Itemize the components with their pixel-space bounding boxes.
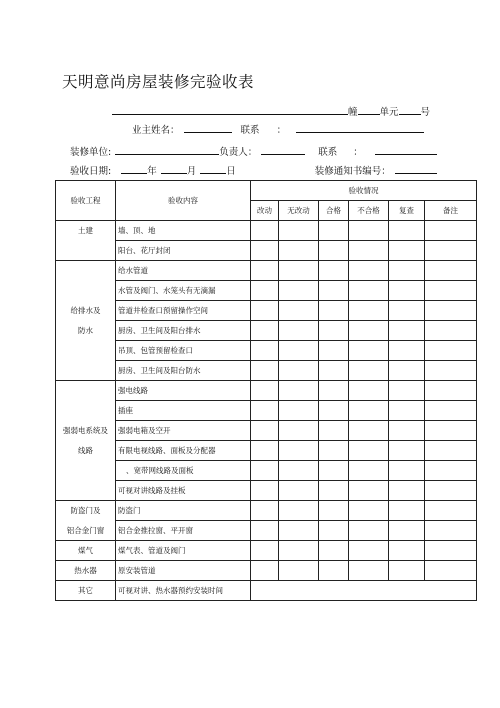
status-col-changed: 改动 [251,201,279,221]
address-line [112,104,430,118]
col-status-header: 验收情况 [251,181,477,201]
item-label: 厨房、卫生间及阳台排水 [116,321,251,341]
table-row [56,561,477,581]
item-label: 吊顶、包管预留检查口 [116,341,251,361]
table-row [56,301,477,321]
year-label: 年 [147,166,157,177]
building-label: 幢 [348,107,358,118]
manager-label: 负责人： [219,147,258,158]
company-label: 装修单位: [70,147,112,158]
table-row [56,521,477,541]
item-label: 有限电视线路、面板及分配器 [116,441,251,461]
item-label: 强电线路 [116,381,251,401]
table-row [56,441,477,461]
item-label: 可视对讲、热水器预约安装时间 [116,581,251,601]
table-row [56,221,477,241]
table-row [56,281,477,301]
notice-label: 装修通知书编号： [314,166,391,177]
item-label: 阳台、花厅封闭 [116,241,251,261]
date-label: 验收日期: [70,166,112,177]
group-heater: 热水器 [56,561,116,581]
status-col-fail: 不合格 [349,201,389,221]
group-other: 其它 [56,581,116,601]
building-number-blank[interactable] [358,104,380,115]
month-blank[interactable] [161,163,187,174]
col-content-header: 验收内容 [116,181,251,221]
contact2-colon: ： [353,147,363,158]
item-label: 、宽带网线路及面板 [116,461,251,481]
address-blank[interactable] [112,104,348,115]
table-row [56,261,477,281]
item-label: 铝合金推拉窗、平开窗 [116,521,251,541]
group-elec-line2: 线路 [56,441,116,461]
status-col-remark: 备注 [425,201,477,221]
status-col-pass: 合格 [319,201,349,221]
table-row [56,401,477,421]
room-label: 号 [420,107,431,118]
table-row [56,241,477,261]
owner-label: 业主姓名： [132,125,180,136]
table-row [56,381,477,401]
group-water-line1: 给排水及 [56,301,116,321]
date-line [70,163,437,177]
table-row [56,361,477,381]
table-row [56,501,477,521]
day-label: 日 [226,166,236,177]
status-col-unchanged: 无改动 [279,201,319,221]
page-title: 天明意尚房屋装修完验收表 [62,73,255,91]
item-label: 防盗门 [116,501,251,521]
day-blank[interactable] [200,163,226,174]
table-row [56,341,477,361]
unit-label: 单元 [379,107,399,118]
contact-blank[interactable] [296,122,424,133]
item-label: 插座 [116,401,251,421]
acceptance-table [55,180,477,601]
col-project-header: 验收工程 [56,181,116,221]
company-line [70,144,437,158]
table-row [56,461,477,481]
year-blank[interactable] [121,163,147,174]
contact-label: 联系 [240,125,260,136]
group-tujian: 土建 [56,221,116,241]
contact-colon: ： [276,125,287,136]
owner-name-blank[interactable] [184,122,232,133]
item-label: 可视对讲线路及挂板 [116,481,251,501]
month-label: 月 [186,166,197,177]
item-label: 水管及阀门、水笼头有无滴漏 [116,281,251,301]
table-row [56,321,477,341]
room-number-blank[interactable] [399,104,421,115]
item-label: 管道井检查口预留操作空间 [116,301,251,321]
item-label: 墙、顶、地 [116,221,251,241]
manager-blank[interactable] [261,144,305,155]
group-gas: 煤气 [56,541,116,561]
owner-line [132,122,424,136]
group-water-line2: 防水 [56,321,116,341]
table-row [56,581,477,601]
group-door-line2: 铝合金门窗 [56,521,116,541]
table-header-row [56,181,477,201]
item-label: 给水管道 [116,261,251,281]
table-row [56,541,477,561]
contact2-label: 联系 [318,147,338,158]
table-row [56,421,477,441]
item-label: 原安装管道 [116,561,251,581]
company-blank[interactable] [115,144,219,155]
item-label: 强弱电箱及空开 [116,421,251,441]
item-label: 厨房、卫生间及阳台防水 [116,361,251,381]
table-row [56,481,477,501]
contact2-blank[interactable] [375,144,437,155]
notice-number-blank[interactable] [395,163,437,174]
item-label: 煤气表、管道及阀门 [116,541,251,561]
group-door-line1: 防盗门及 [56,501,116,521]
status-col-recheck: 复查 [389,201,425,221]
group-elec-line1: 强弱电系统及 [56,421,116,441]
